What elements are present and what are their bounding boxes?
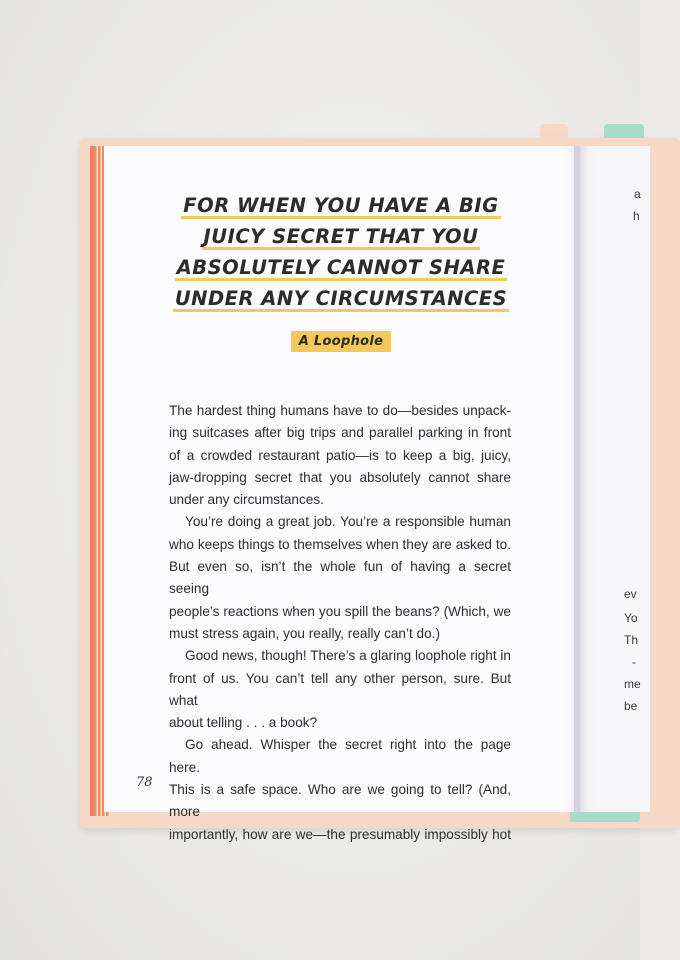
- right-page: [580, 146, 650, 812]
- text-line: under any circumstances.: [169, 492, 324, 508]
- right-fragment: Th: [624, 633, 639, 647]
- text-line: who keeps things to themselves when they are asked to.: [169, 536, 511, 552]
- text-line: front of us. You can’t tell any other person, sure. But what: [169, 670, 511, 708]
- subtitle-wrap: [104, 331, 578, 352]
- text-line: The hardest thing humans have to do—besides unpack-: [169, 403, 511, 418]
- text-line: You’re doing a great job. You’re a responsible human: [185, 514, 511, 530]
- text-line: Go ahead. Whisper the secret right into the page here.: [169, 737, 511, 775]
- right-fragment: h: [633, 209, 640, 223]
- title-line: FOR WHEN YOU HAVE A BIG: [181, 192, 500, 220]
- title-line: UNDER ANY CIRCUMSTANCES: [173, 285, 509, 313]
- text-line: But even so, isn’t the whole fun of having a secret seeing: [169, 559, 511, 597]
- right-fragment: be: [624, 699, 638, 713]
- right-fragment: ev: [624, 587, 637, 601]
- right-fragment: -: [632, 655, 636, 669]
- text-line: people’s reactions when you spill the beans? (Which, we: [169, 603, 511, 619]
- subtitle-badge: A Loophole: [291, 331, 392, 352]
- title-line: JUICY SECRET THAT YOU: [202, 223, 481, 251]
- right-fragment: Yo: [624, 611, 638, 625]
- text-line: Good news, though! There’s a glaring loophole right in: [185, 648, 511, 664]
- text-line: This is a safe space. Who are we going to tell? (And, more: [169, 782, 511, 820]
- right-fragment: me: [624, 677, 641, 691]
- title-line: ABSOLUTELY CANNOT SHARE: [175, 254, 508, 282]
- body-text: [169, 400, 511, 846]
- page-title: [104, 192, 578, 316]
- text-line: ing suitcases after big trips and parallel parking in front: [169, 425, 511, 441]
- text-line: jaw-dropping secret that you absolutely cannot share: [169, 469, 511, 485]
- text-line: about telling . . . a book?: [169, 715, 318, 731]
- text-line: must stress again, you really, really can’t do.): [169, 625, 440, 641]
- page-number: 78: [136, 775, 153, 790]
- text-line: importantly, how are we—the presumably impossibly hot: [169, 826, 511, 842]
- right-fragment: a: [634, 187, 641, 201]
- text-line: of a crowded restaurant patio—is to keep a big, juicy,: [169, 447, 511, 463]
